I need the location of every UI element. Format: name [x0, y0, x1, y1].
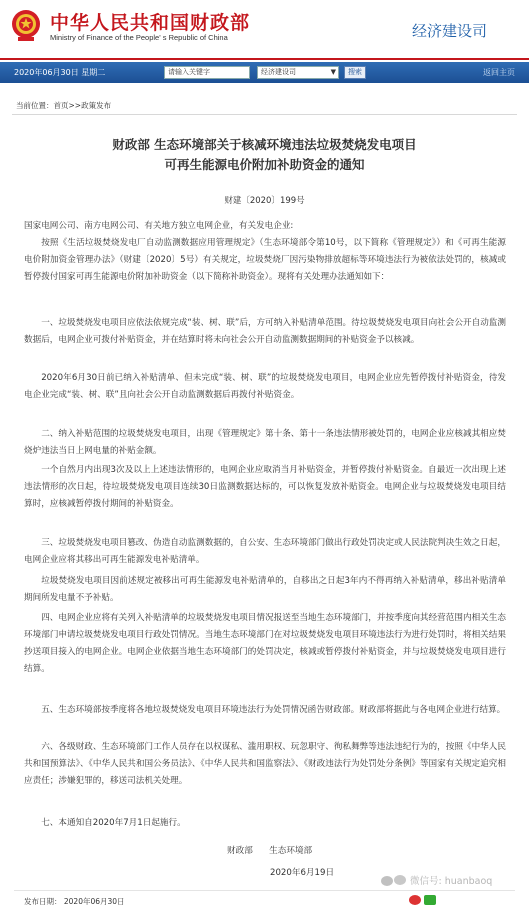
- category-select[interactable]: [257, 66, 339, 79]
- current-date: 2020年06月30日 星期二: [14, 68, 106, 77]
- header-divider: [0, 58, 529, 60]
- signature-date: 2020年6月19日: [270, 868, 335, 878]
- paragraph-2: 二、纳入补贴范围的垃圾焚烧发电项目，出现《管理规定》第十条、第十一条违法情形被处罚的，电网企业应核减其相应焚烧炉违法当日上网电量的补贴金额。: [24, 429, 506, 456]
- signature-organizations: 财政部 生态环境部: [227, 846, 313, 856]
- paragraph-5: 五、生态环境部按季度将各地垃圾焚烧发电项目环境违法行为处罚情况函告财政部。财政部将据此与各电网企业进行结算。: [41, 705, 506, 715]
- home-link[interactable]: 返回主页: [483, 68, 515, 77]
- site-title: 中华人民共和国财政部: [50, 12, 251, 34]
- navigation-bar: [0, 62, 529, 83]
- section-name[interactable]: 经济建设司: [411, 22, 487, 40]
- paragraph-3b: 垃圾焚烧发电项目因前述规定被移出可再生能源发电补贴清单的，自移出之日起3年内不得再纳入补贴清单，移出补贴清单期间所发电量不予补贴。: [24, 576, 506, 603]
- article-title-line1: 财政部 生态环境部关于核减环境违法垃圾焚烧发电项目: [112, 137, 417, 152]
- paragraph-intro: 按照《生活垃圾焚烧发电厂自动监测数据应用管理规定》（生态环境部令第10号，以下简称《管理规定》）和《可再生能源电价附加资金管理办法》（财建〔2020〕5号）有关规定，垃圾焚烧厂因污染物排放超标等环境违法行为被依法处罚的，核减或暂停拨付国家可再生能源电价附加补助资金（以下简称补助资金）。现将有关处理办法通知如下：: [24, 238, 506, 282]
- search-input[interactable]: 请输入关键字: [164, 66, 250, 79]
- document-number: 财建〔2020〕199号: [224, 196, 305, 206]
- article-title-line2: 可再生能源电价附加补助资金的通知: [164, 157, 365, 172]
- paragraph-4: 四、电网企业应将有关列入补贴清单的垃圾焚烧发电项目情况报送至当地生态环境部门，并按季度向其经营范围内相关生态环境部门申请垃圾焚烧发电项目行政处罚情况。当地生态环境部门在对垃圾焚烧发电项目环境违法行为进行处罚时，将相关结果抄送项目接入的电网企业。电网企业依据当地生态环境部门的处罚决定，核减或暂停拨付补贴资金，并与垃圾焚烧发电项目进行结算。: [24, 613, 506, 674]
- paragraph-6: 六、各级财政、生态环境部门工作人员存在以权谋私、滥用职权、玩忽职守、徇私舞弊等违法违纪行为的，按照《中华人民共和国预算法》、《中华人民共和国公务员法》、《中华人民共和国监察法》、《财政违法行为处罚处分条例》等国家有关规定追究相应责任；涉嫌犯罪的，移送司法机关处理。: [24, 742, 506, 786]
- paragraph-1: 一、垃圾焚烧发电项目应依法依规完成“装、树、联”后，方可纳入补贴清单范围。待垃圾焚烧发电项目向社会公开自动监测数据后，电网企业可拨付补贴资金，并在结算时将未向社会公开自动监测数据期间的补贴资金予以核减。: [24, 318, 506, 345]
- paragraph-1b: 2020年6月30日前已纳入补贴清单、但未完成“装、树、联”的垃圾焚烧发电项目，电网企业应先暂停拨付补贴资金，待发电企业完成“装、树、联”且向社会公开自动监测数据后再拨付补贴资金。: [24, 373, 506, 400]
- publish-date: 发布日期： 2020年06月30日: [24, 897, 125, 906]
- paragraph-3: 三、垃圾焚烧发电项目篡改、伪造自动监测数据的，自公安、生态环境部门做出行政处罚决定或人民法院判决生效之日起，电网企业应将其移出可再生能源发电补贴清单。: [24, 538, 506, 565]
- wechat-watermark: [380, 873, 525, 913]
- paragraph-7: 七、本通知自2020年7月1日起施行。: [41, 818, 186, 828]
- paragraph-2b: 一个自然月内出现3次及以上上述违法情形的，电网企业应取消当月补贴资金，并暂停拨付补贴资金。自最近一次出现上述违法情形的次日起，待垃圾焚烧发电项目连续30日监测数据达标的，可以恢复发放补贴资金。电网企业与垃圾焚烧发电项目结算时，应核减暂停拨付期间的补贴资金。: [24, 465, 506, 509]
- breadcrumb[interactable]: 当前位置：首页>>政策发布: [16, 101, 112, 110]
- breadcrumb-divider: [12, 114, 517, 115]
- site-header: [0, 0, 529, 58]
- watermark-text: 微信号: huanbaoq: [410, 876, 493, 887]
- weibo-wechat-small-icon: [408, 893, 438, 907]
- addressee: 国家电网公司、南方电网公司、有关地方独立电网企业，有关发电企业:: [24, 221, 294, 231]
- national-emblem-icon: [10, 8, 42, 42]
- site-subtitle: Ministry of Finance of the People' s Republic of China: [50, 33, 228, 42]
- search-button[interactable]: 搜索: [344, 66, 366, 79]
- wechat-weibo-icon: [380, 873, 408, 887]
- chevron-down-icon: ▼: [330, 68, 336, 76]
- category-select-value: 经济建设司: [261, 68, 296, 76]
